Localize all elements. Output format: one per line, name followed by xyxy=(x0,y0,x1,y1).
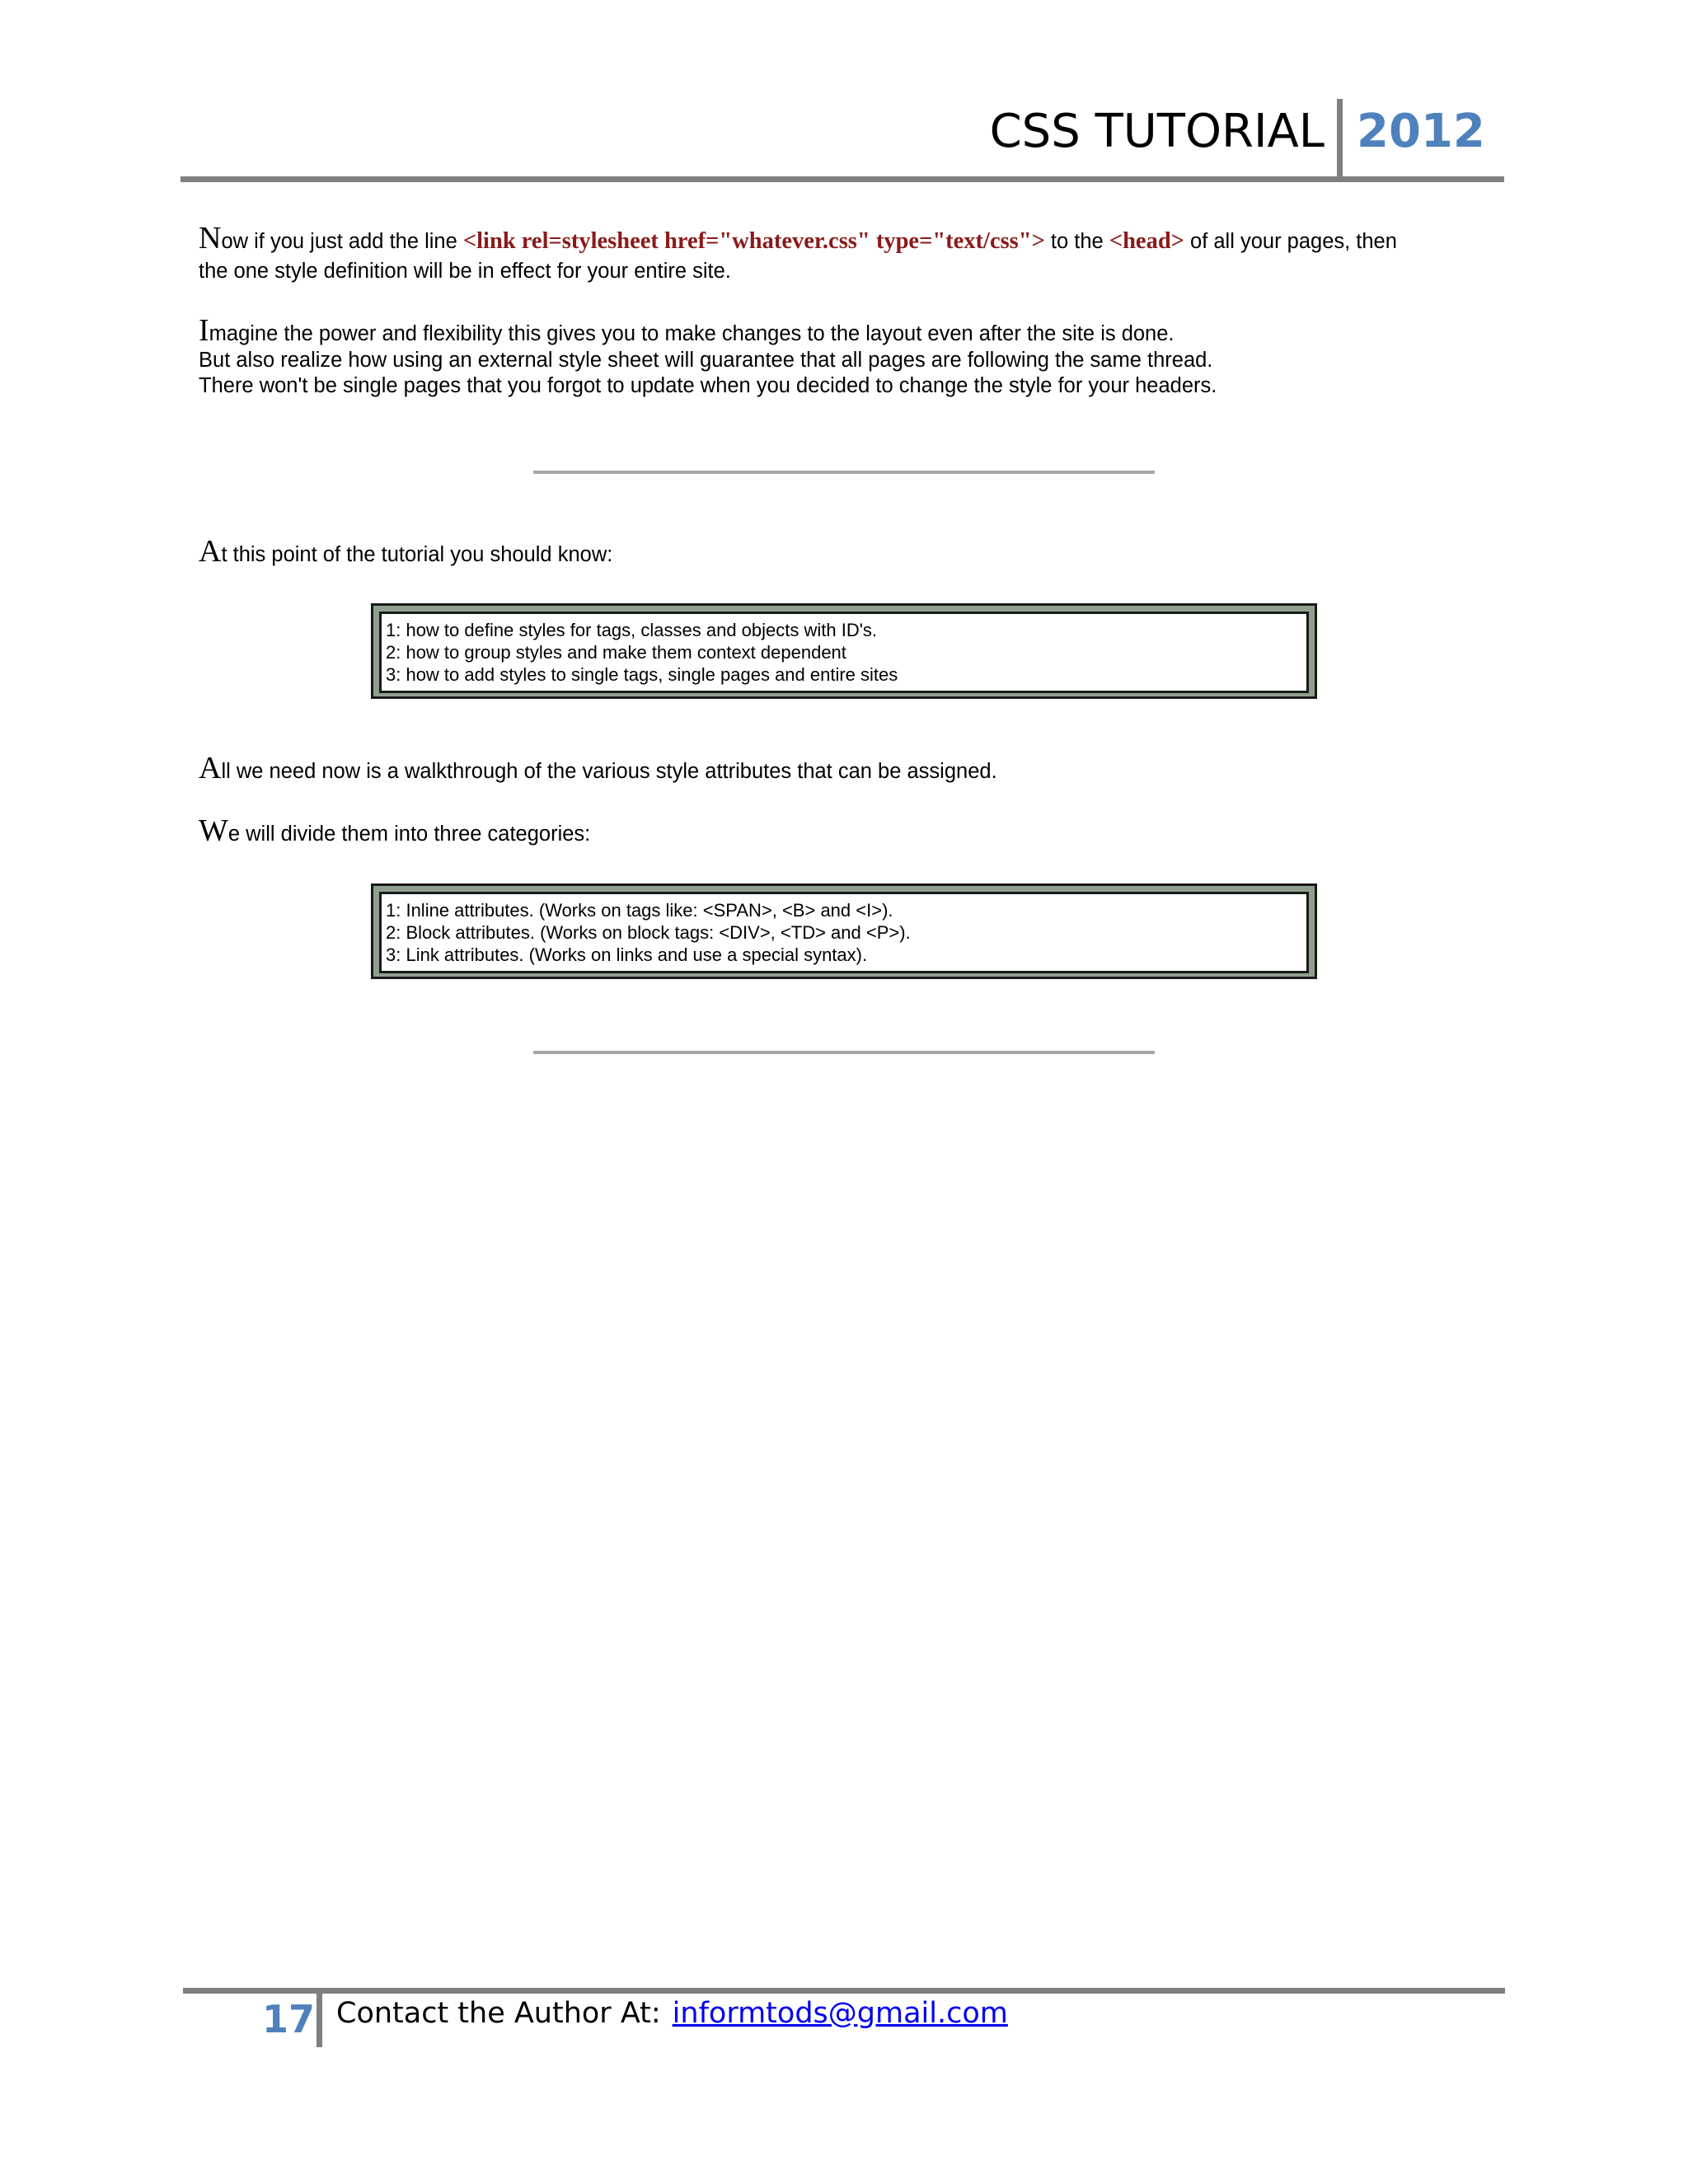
dropcap: A xyxy=(199,751,222,785)
list-item: 3: how to add styles to single tags, single pages and entire sites xyxy=(386,664,898,685)
horizontal-rule xyxy=(533,471,1155,474)
header-year: 2012 xyxy=(1357,105,1485,158)
list-item: 1: Inline attributes. (Works on tags like: <SPAN>, <B> and <I>). xyxy=(386,900,893,921)
list-item: 2: how to group styles and make them context dependent xyxy=(386,642,846,663)
intro-paragraph-1-line-2: the one style definition will be in effect for your entire site. xyxy=(199,260,731,283)
intro-paragraph-2-line-2: But also realize how using an external style sheet will guarantee that all pages are following the same thread. xyxy=(199,349,1213,372)
categories-box-content xyxy=(379,892,1309,973)
section1-intro xyxy=(199,534,1517,569)
list-item: 3: Link attributes. (Works on links and use a special syntax). xyxy=(386,944,868,965)
text-run: of all your pages, then xyxy=(1184,230,1397,253)
text-run: e will divide them into three categories: xyxy=(227,823,591,846)
dropcap: I xyxy=(199,313,209,348)
text-run: ow if you just add the line xyxy=(221,230,463,253)
header-divider xyxy=(1337,99,1343,178)
intro-paragraph-2 xyxy=(199,313,1517,348)
text-run: t this point of the tutorial you should know: xyxy=(221,543,613,566)
code-link-tag: <link rel=stylesheet href="whatever.css" type="text/css"> xyxy=(462,228,1045,254)
header-title: CSS TUTORIAL xyxy=(989,105,1325,158)
intro-paragraph-2-line-3: There won't be single pages that you forgot to update when you decided to change the style for your headers. xyxy=(199,374,1217,397)
knowledge-box xyxy=(371,603,1317,699)
text-run: magine the power and flexibility this gives you to make changes to the layout even after the site is done. xyxy=(209,322,1175,345)
section2-paragraph-2 xyxy=(199,813,1517,848)
dropcap: W xyxy=(199,813,228,848)
list-item: 1: how to define styles for tags, classes and objects with ID's. xyxy=(386,620,878,640)
dropcap: A xyxy=(199,534,222,569)
horizontal-rule xyxy=(533,1051,1155,1054)
intro-paragraph-1 xyxy=(199,221,1517,255)
email-link[interactable]: informtods@gmail.com xyxy=(672,1997,1008,2030)
knowledge-box-content xyxy=(379,612,1309,693)
footer-divider xyxy=(316,1990,322,2047)
list-item: 2: Block attributes. (Works on block tags: <DIV>, <TD> and <P>). xyxy=(386,922,911,943)
text-run: to the xyxy=(1044,230,1109,253)
categories-box xyxy=(371,883,1317,979)
code-head-tag: <head> xyxy=(1109,228,1184,254)
footer-rule xyxy=(183,1988,1505,1994)
section2-paragraph-1 xyxy=(199,751,1517,785)
header-rule xyxy=(181,176,1504,182)
contact-label: Contact the Author At: xyxy=(336,1997,661,2030)
page-number: 17 xyxy=(262,1997,316,2041)
text-run: ll we need now is a walkthrough of the various style attributes that can be assigned. xyxy=(221,760,997,783)
footer-contact xyxy=(336,1996,1008,2031)
dropcap: N xyxy=(199,221,222,255)
